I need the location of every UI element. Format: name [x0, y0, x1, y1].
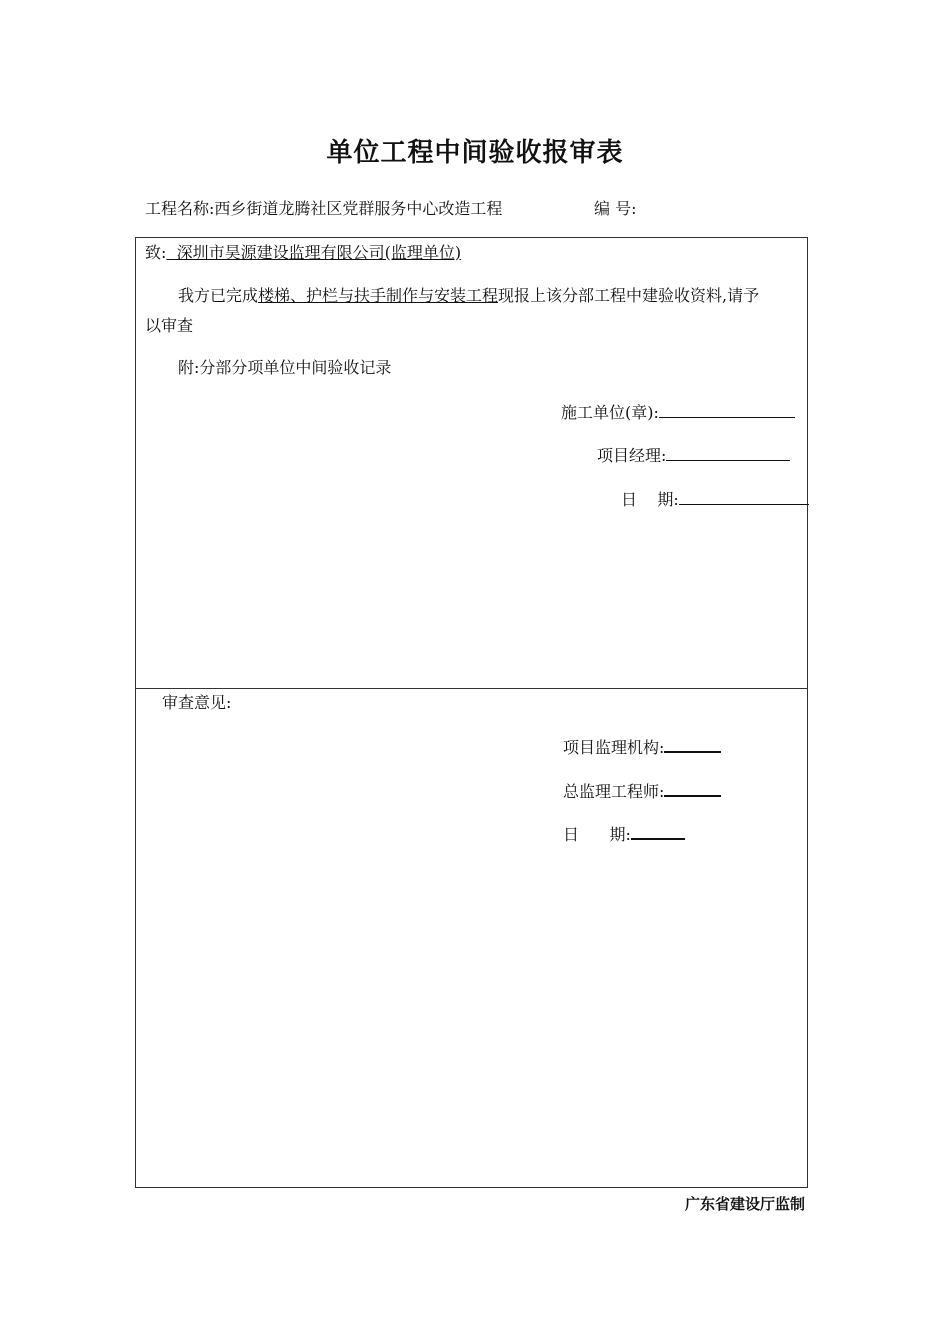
section-divider — [136, 688, 807, 689]
serial-number-label: 编 号: — [594, 199, 637, 218]
body-prefix: 我方已完成 — [178, 286, 259, 305]
application-body-line2: 以审查 — [145, 316, 194, 335]
review-opinion-label: 审查意见: — [162, 693, 232, 712]
body-suffix: 现报上该分部工程中建验收资料,请予 — [498, 286, 760, 305]
form-table — [135, 237, 808, 1188]
contractor-signature-row — [561, 402, 795, 423]
issuer-footer: 广东省建设厅监制 — [684, 1195, 805, 1213]
project-manager-blank[interactable] — [666, 445, 790, 461]
chief-engineer-label: 总监理工程师: — [563, 782, 665, 801]
supervision-org-row — [563, 736, 721, 758]
application-body — [178, 286, 759, 306]
contractor-unit-blank[interactable] — [659, 402, 795, 418]
attachment-note: 附:分部分项单位中间验收记录 — [178, 358, 392, 377]
project-name-label: 工程名称: — [145, 199, 215, 218]
supervision-org-label: 项目监理机构: — [563, 738, 665, 757]
page-title: 单位工程中间验收报审表 — [326, 138, 624, 168]
review-date-blank[interactable] — [631, 823, 685, 840]
project-name-row — [145, 196, 502, 219]
contractor-unit-label: 施工单位(章): — [561, 403, 659, 422]
addressee-label: 致: — [145, 243, 167, 262]
chief-engineer-row — [563, 780, 721, 802]
application-date-label: 日 期: — [621, 490, 679, 509]
manager-signature-row — [597, 445, 790, 466]
review-date-label: 日 期: — [563, 825, 631, 844]
chief-engineer-blank[interactable] — [664, 780, 721, 797]
application-date-row — [621, 489, 809, 510]
addressee-row — [145, 243, 461, 263]
addressee-unit: 深圳市昊源建设监理有限公司(监理单位) — [166, 243, 462, 262]
work-item-name: 楼梯、护栏与扶手制作与安装工程 — [258, 286, 499, 305]
project-manager-label: 项目经理: — [597, 446, 667, 465]
review-date-row — [563, 823, 685, 845]
project-name-value: 西乡街道龙腾社区党群服务中心改造工程 — [214, 199, 503, 218]
application-date-blank[interactable] — [679, 489, 809, 505]
supervision-org-blank[interactable] — [664, 736, 721, 753]
